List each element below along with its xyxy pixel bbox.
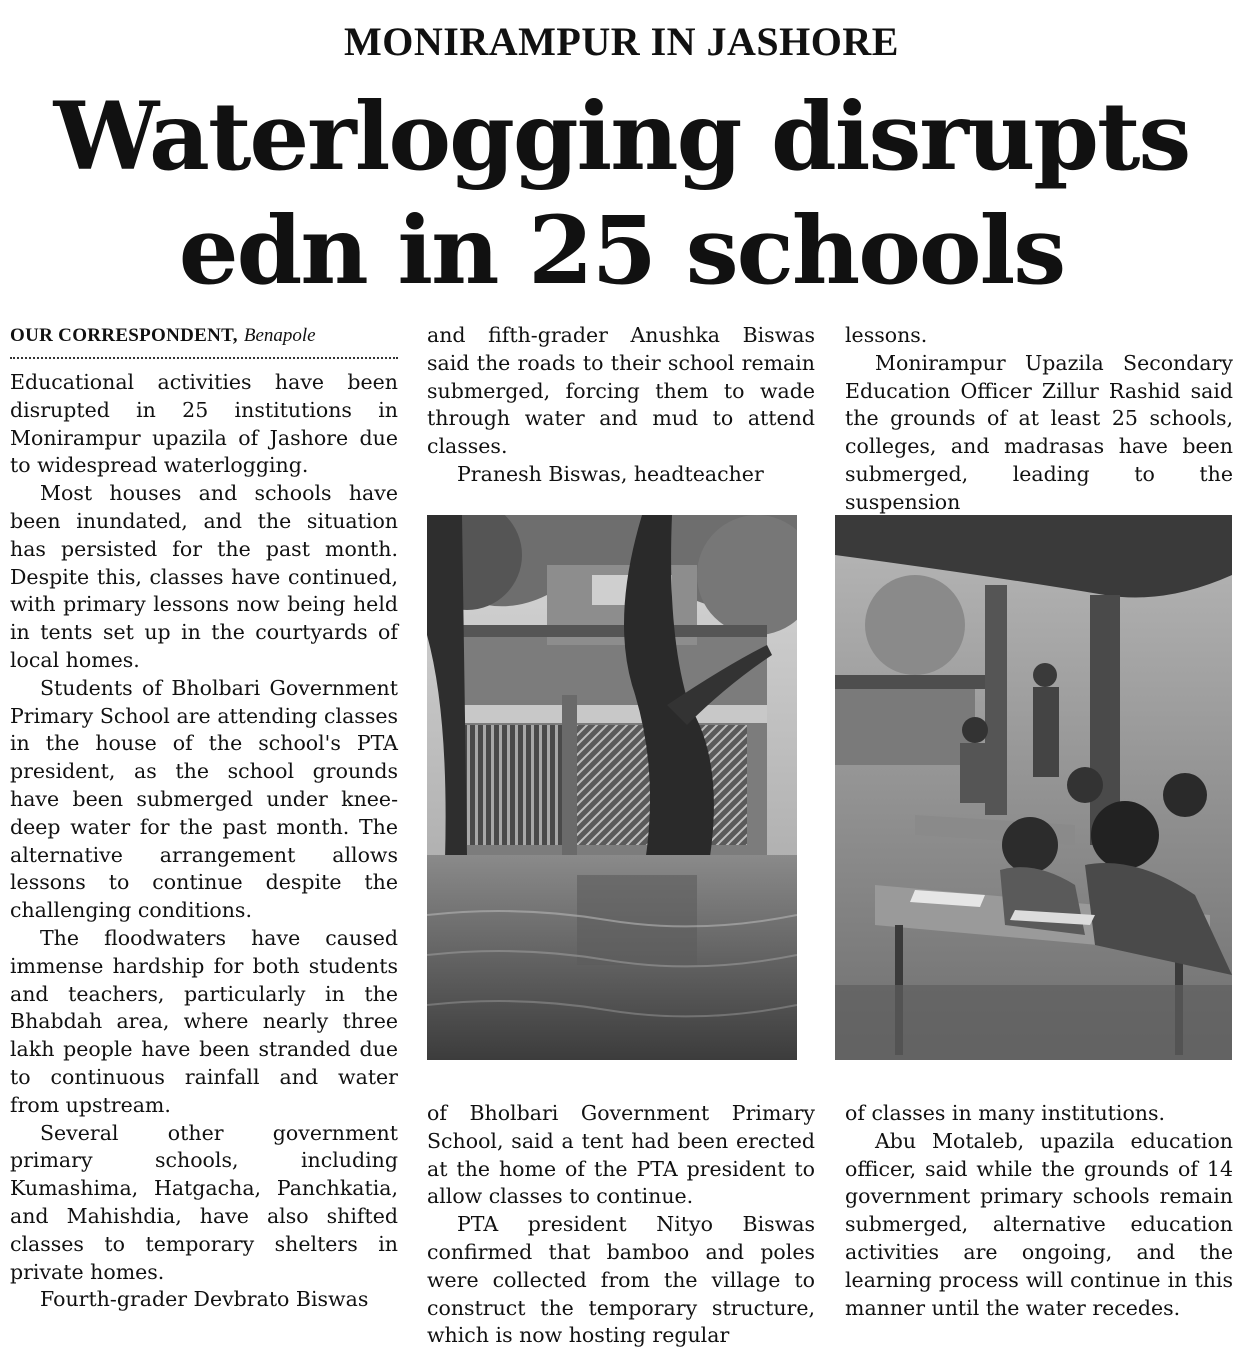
paragraph: Abu Motaleb, upazila education officer, said while the grounds of 14 government primary schools remain submerged, alternative education activities are ongoing, and the learning process will continue in this manner until the water recedes. (845, 1128, 1233, 1320)
section-kicker: MONIRAMPUR IN JASHORE (344, 19, 899, 64)
paragraph: Several other government primary schools, including Kumashima, Hatgacha, Panchkatia, and Mahishdia, have also shifted classes to temporary shelters in private homes. (10, 1120, 398, 1284)
paragraph: lessons. (845, 323, 928, 347)
paragraph: of classes in many institutions. (845, 1101, 1166, 1125)
article-column-2-bottom (427, 1100, 815, 1350)
article-column-3-bottom (845, 1100, 1233, 1322)
byline (10, 322, 398, 359)
article-column-1 (10, 322, 398, 1314)
byline-author: OUR CORRESPONDENT, (10, 325, 238, 346)
paragraph: The floodwaters have caused immense hardship for both students and teachers, particularly in the Bhabdah area, where nearly three lakh people have been stranded due to continuous rainfall and water from upstream. (10, 925, 398, 1117)
paragraph: PTA president Nityo Biswas confirmed that bamboo and poles were collected from the village to construct the temporary structure, which is now hosting regular (427, 1212, 815, 1348)
byline-location: Benapole (243, 325, 316, 346)
headline (0, 80, 1243, 308)
tent-class-image (835, 515, 1232, 1060)
paragraph: Educational activities have been disrupted in 25 institutions in Monirampur upazila of Jashore due to widespread waterlogging. (10, 370, 398, 478)
article-column-2-top (427, 322, 815, 489)
paragraph: Pranesh Biswas, headteacher (457, 461, 764, 486)
flooded-school-image (427, 515, 797, 1060)
article-column-3-top (845, 322, 1233, 517)
paragraph: Most houses and schools have been inundated, and the situation has persisted for the past month. Despite this, classes have continued, with primary lessons now being held in tents set up in the courtyards of local homes. (10, 481, 398, 672)
headline-line-2: edn in 25 schools (178, 196, 1065, 306)
photo-flooded-school (427, 515, 797, 1060)
paragraph: Monirampur Upazila Secondary Education Officer Zillur Rashid said the grounds of at least 25 schools, colleges, and madrasas have been submerged, leading to the suspension (845, 350, 1233, 514)
paragraph: Fourth-grader Devbrato Biswas (40, 1287, 369, 1312)
photo-tent-class (835, 515, 1232, 1060)
paragraph: Students of Bholbari Government Primary School are attending classes in the house of the school's PTA president, as the school grounds have been submerged under knee-deep water for the past month. The alternative arrangement allows lessons to continue despite the challenging conditions. (10, 675, 398, 923)
headline-line-1: Waterlogging disrupts (53, 82, 1190, 192)
paragraph: of Bholbari Government Primary School, said a tent had been erected at the home of the PTA president to allow classes to continue. (427, 1101, 815, 1209)
paragraph: and fifth-grader Anushka Biswas said the roads to their school remain submerged, forcing them to wade through water and mud to attend classes. (427, 323, 815, 459)
